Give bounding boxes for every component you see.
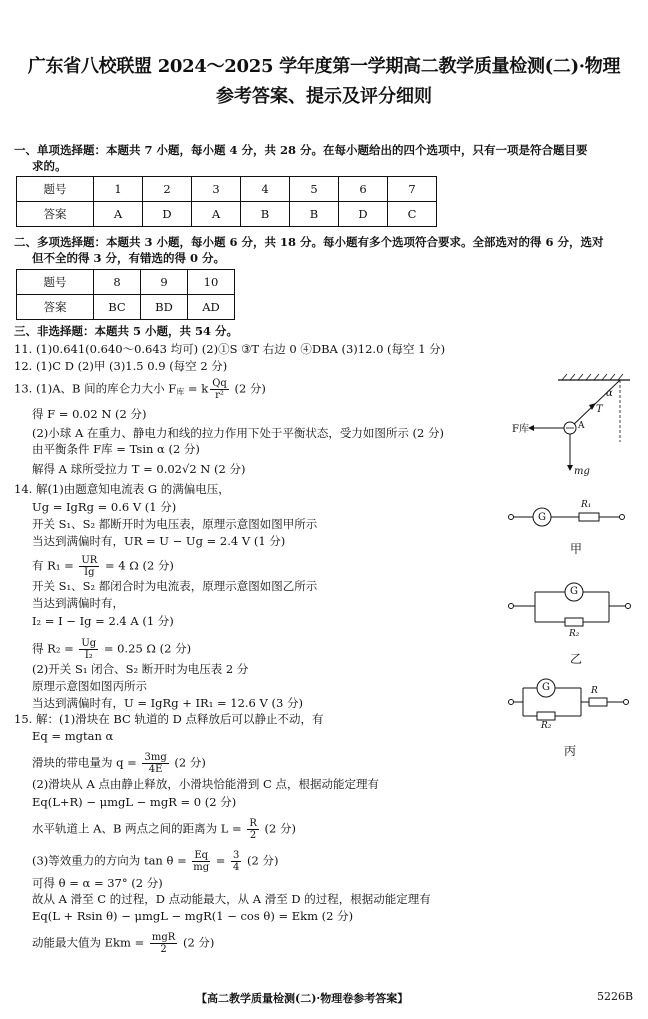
row-label: 题号 [17,270,94,295]
table-cell: BC [94,295,141,320]
answer-q13-line5: 解得 A 球所受拉力 T = 0.02√2 N (2 分) [32,462,246,476]
answer-q14-line4: 当达到满偏时有，UR = U − Ug = 2.4 V (1 分) [32,534,286,548]
answer-q11: 11. (1)0.641(0.640～0.643 均可) (2)①S ③T 右边 0 ④DBA (3)12.0 (每空 1 分) [14,342,446,356]
table-cell: 9 [141,270,188,295]
table-cell: B [241,202,290,227]
galvanometer-label: G [538,512,546,523]
answer-q14-line10: (2)开关 S₁ 闭合、S₂ 断开时为电压表 2 分 [32,662,249,676]
multi-choice-answer-table [16,269,235,320]
table-cell: BD [141,295,188,320]
answer-q15-line6: 水平轨道上 A、B 两点之间的距离为 L = $\frac{R}{2}$ (2 分) [32,818,296,841]
answer-q14-line9: 得 R₂ = $\frac{Ug}{\text{I₂}}$ = 0.25 Ω (2 分) [32,638,192,661]
answer-q14-line6: 开关 S₁、S₂ 都闭合时为电流表，原理示意图如图乙所示 [32,579,318,593]
table-row [17,202,437,227]
table-cell: AD [188,295,235,320]
document-title: 广东省八校联盟 2024～2025 学年度第一学期高二教学质量检测(二)·物理 [27,56,621,77]
table-cell: D [339,202,388,227]
figure-caption-c: 丙 [564,744,577,758]
answer-q15-line2: Eq = mgtan α [32,729,114,743]
section2-heading: 二、多项选择题：本题共 3 小题，每小题 6 分，共 18 分。每小题有多个选项符合要求。全部选对的得 6 分，选对 [14,235,604,249]
table-cell: 8 [94,270,141,295]
answer-q15-line8: 可得 θ = α = 37° (2 分) [32,876,163,890]
alpha-label: α [606,388,613,399]
page-footer: 【高二教学质量检测(二)·物理卷参考答案】 [196,992,409,1005]
galvanometer-label: G [542,682,550,693]
resistor-label: R₂ [569,629,580,639]
table-cell: 1 [94,177,143,202]
ball-label: A [578,421,585,431]
answer-q14-line1: 14. 解(1)由题意知电流表 G 的满偏电压， [14,482,230,496]
row-label: 题号 [17,177,94,202]
coulomb-force-label: F库 [512,424,529,435]
resistor-label: R₁ [581,500,592,510]
resistor-label: R [591,686,598,696]
answer-q12: 12. (1)C D (2)甲 (3)1.5 0.9 (每空 2 分) [14,359,228,373]
answer-q15-line10: Eq(L + Rsin θ) − μmgL − mgR(1 − cos θ) = Ekm (2 分) [32,909,354,923]
table-cell: 7 [388,177,437,202]
table-row [17,295,235,320]
answer-q15-line5: Eq(L+R) − μmgL − mgR = 0 (2 分) [32,795,237,809]
table-cell: C [388,202,437,227]
answer-q14-line3: 开关 S₁、S₂ 都断开时为电压表，原理示意图如图甲所示 [32,517,318,531]
answer-q13-line1: 13. (1)A、B 间的库仑力大小 $F_库 = k$ $\frac{Qq}{\text{r²}}$ (2 分) [14,378,266,401]
circuit-diagram-a [505,500,635,536]
table-cell: 6 [339,177,388,202]
table-row [17,177,437,202]
table-row [17,270,235,295]
table-cell: 10 [188,270,235,295]
figure-caption-b: 乙 [570,652,583,666]
answer-q13-line4: 由平衡条件 F库 = Tsin α (2 分) [32,442,200,456]
table-cell: 5 [290,177,339,202]
table-cell: D [143,202,192,227]
circuit-diagram-c [505,678,635,730]
answer-q14-line8: I₂ = I − Ig = 2.4 A (1 分) [32,614,174,628]
answer-q14-line2: Ug = IgRg = 0.6 V (1 分) [32,500,177,514]
answer-q15-line3: 滑块的带电量为 q = $\frac{3mg}{4E}$ (2 分) [32,752,206,775]
section3-heading: 三、非选择题：本题共 5 小题，共 54 分。 [14,324,239,338]
answer-q15-line1: 15. 解：(1)滑块在 BC 轨道的 D 点释放后可以静止不动，有 [14,712,324,726]
row-label: 答案 [17,202,94,227]
document-subtitle: 参考答案、提示及评分细则 [216,86,432,107]
table-cell: 2 [143,177,192,202]
section1-heading-cont: 求的。 [32,159,67,173]
section1-heading: 一、单项选择题：本题共 7 小题，每小题 4 分，共 28 分。在每小题给出的四个选项中，只有一项是符合题目要 [14,143,588,157]
tension-label: T [596,404,603,415]
table-cell: A [192,202,241,227]
table-cell: 3 [192,177,241,202]
answer-q13-line3: (2)小球 A 在重力、静电力和线的拉力作用下处于平衡状态，受力如图所示 (2 分) [32,426,445,440]
answer-q14-line7: 当达到满偏时有， [32,596,124,610]
resistor-label: R₂ [541,721,552,731]
answer-q15-line4: (2)滑块从 A 点由静止释放，小滑块恰能滑到 C 点，根据动能定理有 [32,777,380,791]
row-label: 答案 [17,295,94,320]
document-code: 5226B [597,990,634,1003]
table-cell: 4 [241,177,290,202]
figure-caption-a: 甲 [570,542,583,556]
answer-q15-line9: 故从 A 滑至 C 的过程，D 点动能最大，从 A 滑至 D 的过程，根据动能定理有 [32,892,431,906]
answer-q14-line12: 当达到满偏时有，U = IgRg + IR₁ = 12.6 V (3 分) [32,696,303,710]
galvanometer-label: G [570,586,578,597]
answer-q15-line7: (3)等效重力的方向为 tan θ = $\frac{Eq}{mg}$ = $\frac{3}{4}$ (2 分) [32,850,279,873]
answer-q14-line11: 原理示意图如图丙所示 [32,679,147,693]
single-choice-answer-table [16,176,437,227]
weight-label: mg [574,466,590,477]
table-cell: B [290,202,339,227]
answer-q13-line2: 得 F = 0.02 N (2 分) [32,407,147,421]
answer-q15-line11: 动能最大值为 Ekm = $\frac{\text{mgR}}{2}$ (2 分) [32,932,215,955]
section2-heading-cont: 但不全的得 3 分，有错选的得 0 分。 [32,251,226,265]
answer-q14-line5: 有 R₁ = $\frac{UR}{Ig}$ = 4 Ω (2 分) [32,555,174,578]
table-cell: A [94,202,143,227]
